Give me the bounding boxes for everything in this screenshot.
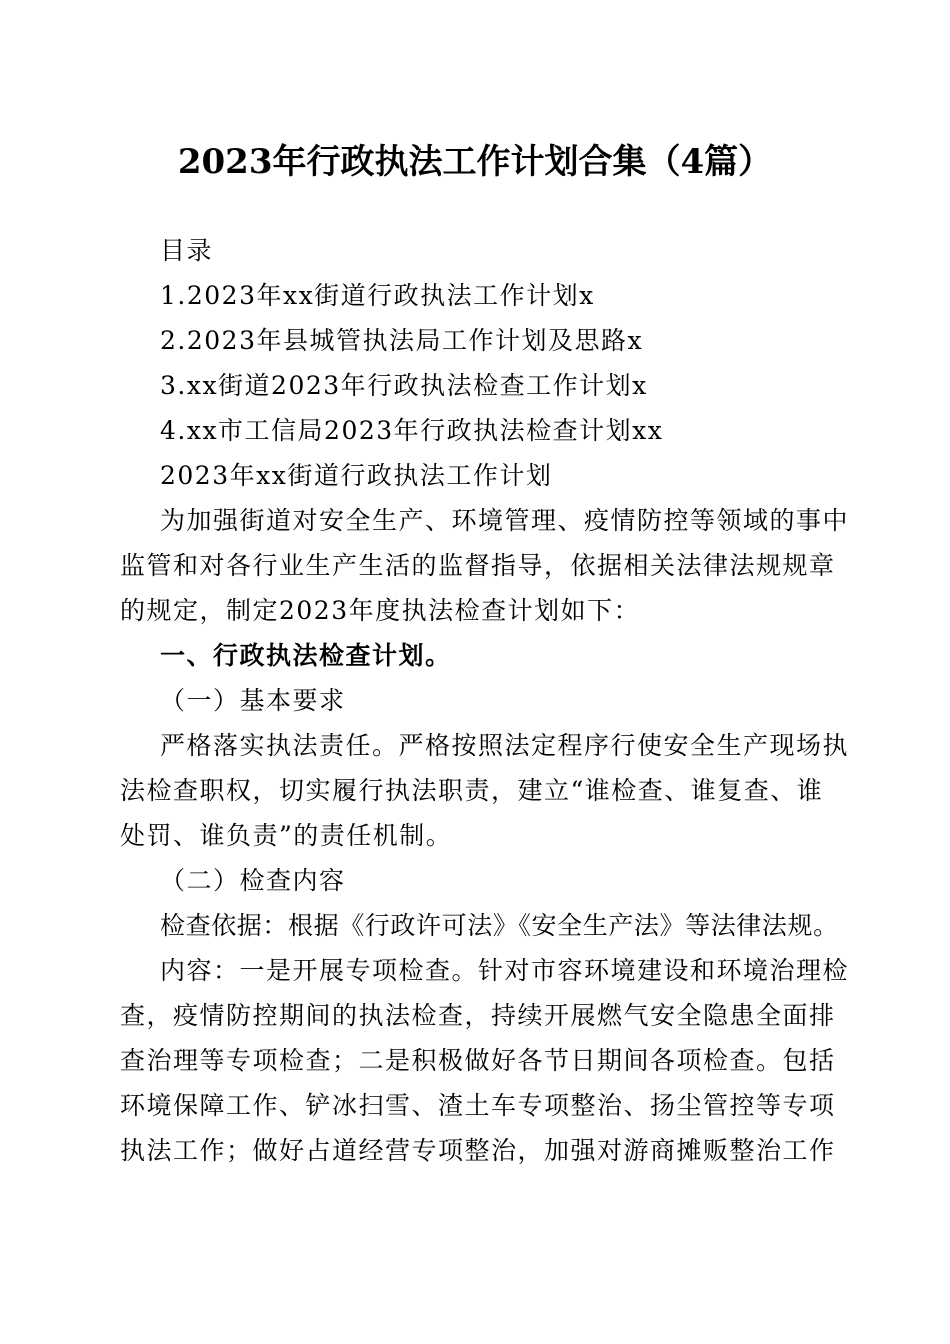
paragraph-line: 内容：一是开展专项检查。针对市容环境建设和环境治理检 bbox=[160, 956, 850, 985]
paragraph-line: 的规定，制定2023年度执法检查计划如下： bbox=[120, 596, 641, 625]
paragraph-line: 处罚、谁负责”的责任机制。 bbox=[120, 821, 453, 850]
document-title: 2023年行政执法工作计划合集（4篇） bbox=[177, 142, 773, 182]
paragraph-line: 环境保障工作、铲冰扫雪、渣土车专项整治、扬尘管控等专项 bbox=[120, 1091, 836, 1120]
paragraph-line: 为加强街道对安全生产、环境管理、疫情防控等领域的事中 bbox=[160, 506, 850, 535]
toc-item: 2.2023年县城管执法局工作计划及思路x bbox=[160, 326, 644, 355]
paragraph-line: 执法工作；做好占道经营专项整治，加强对游商摊贩整治工作 bbox=[120, 1136, 836, 1165]
paragraph-line: 查，疫情防控期间的执法检查，持续开展燃气安全隐患全面排 bbox=[120, 1001, 836, 1030]
paragraph-line: 法检查职权，切实履行执法职责，建立“谁检查、谁复查、谁 bbox=[120, 776, 824, 805]
toc-item: 4.xx市工信局2023年行政执法检查计划xx bbox=[160, 416, 664, 445]
paragraph-line: 检查依据：根据《行政许可法》《安全生产法》等法律法规。 bbox=[160, 911, 839, 940]
article-title: 2023年xx街道行政执法工作计划 bbox=[160, 461, 553, 490]
subsection-heading: （二）检查内容 bbox=[160, 866, 346, 895]
toc-item: 1.2023年xx街道行政执法工作计划x bbox=[160, 281, 595, 310]
section-heading: 一、行政执法检查计划。 bbox=[160, 641, 452, 670]
toc-heading: 目录 bbox=[160, 236, 214, 265]
subsection-heading: （一）基本要求 bbox=[160, 686, 346, 715]
paragraph-line: 严格落实执法责任。严格按照法定程序行使安全生产现场执 bbox=[160, 731, 850, 760]
paragraph-line: 查治理等专项检查；二是积极做好各节日期间各项检查。包括 bbox=[120, 1046, 836, 1075]
toc-item: 3.xx街道2023年行政执法检查工作计划x bbox=[160, 371, 648, 400]
paragraph-line: 监管和对各行业生产生活的监督指导，依据相关法律法规规章 bbox=[120, 551, 836, 580]
